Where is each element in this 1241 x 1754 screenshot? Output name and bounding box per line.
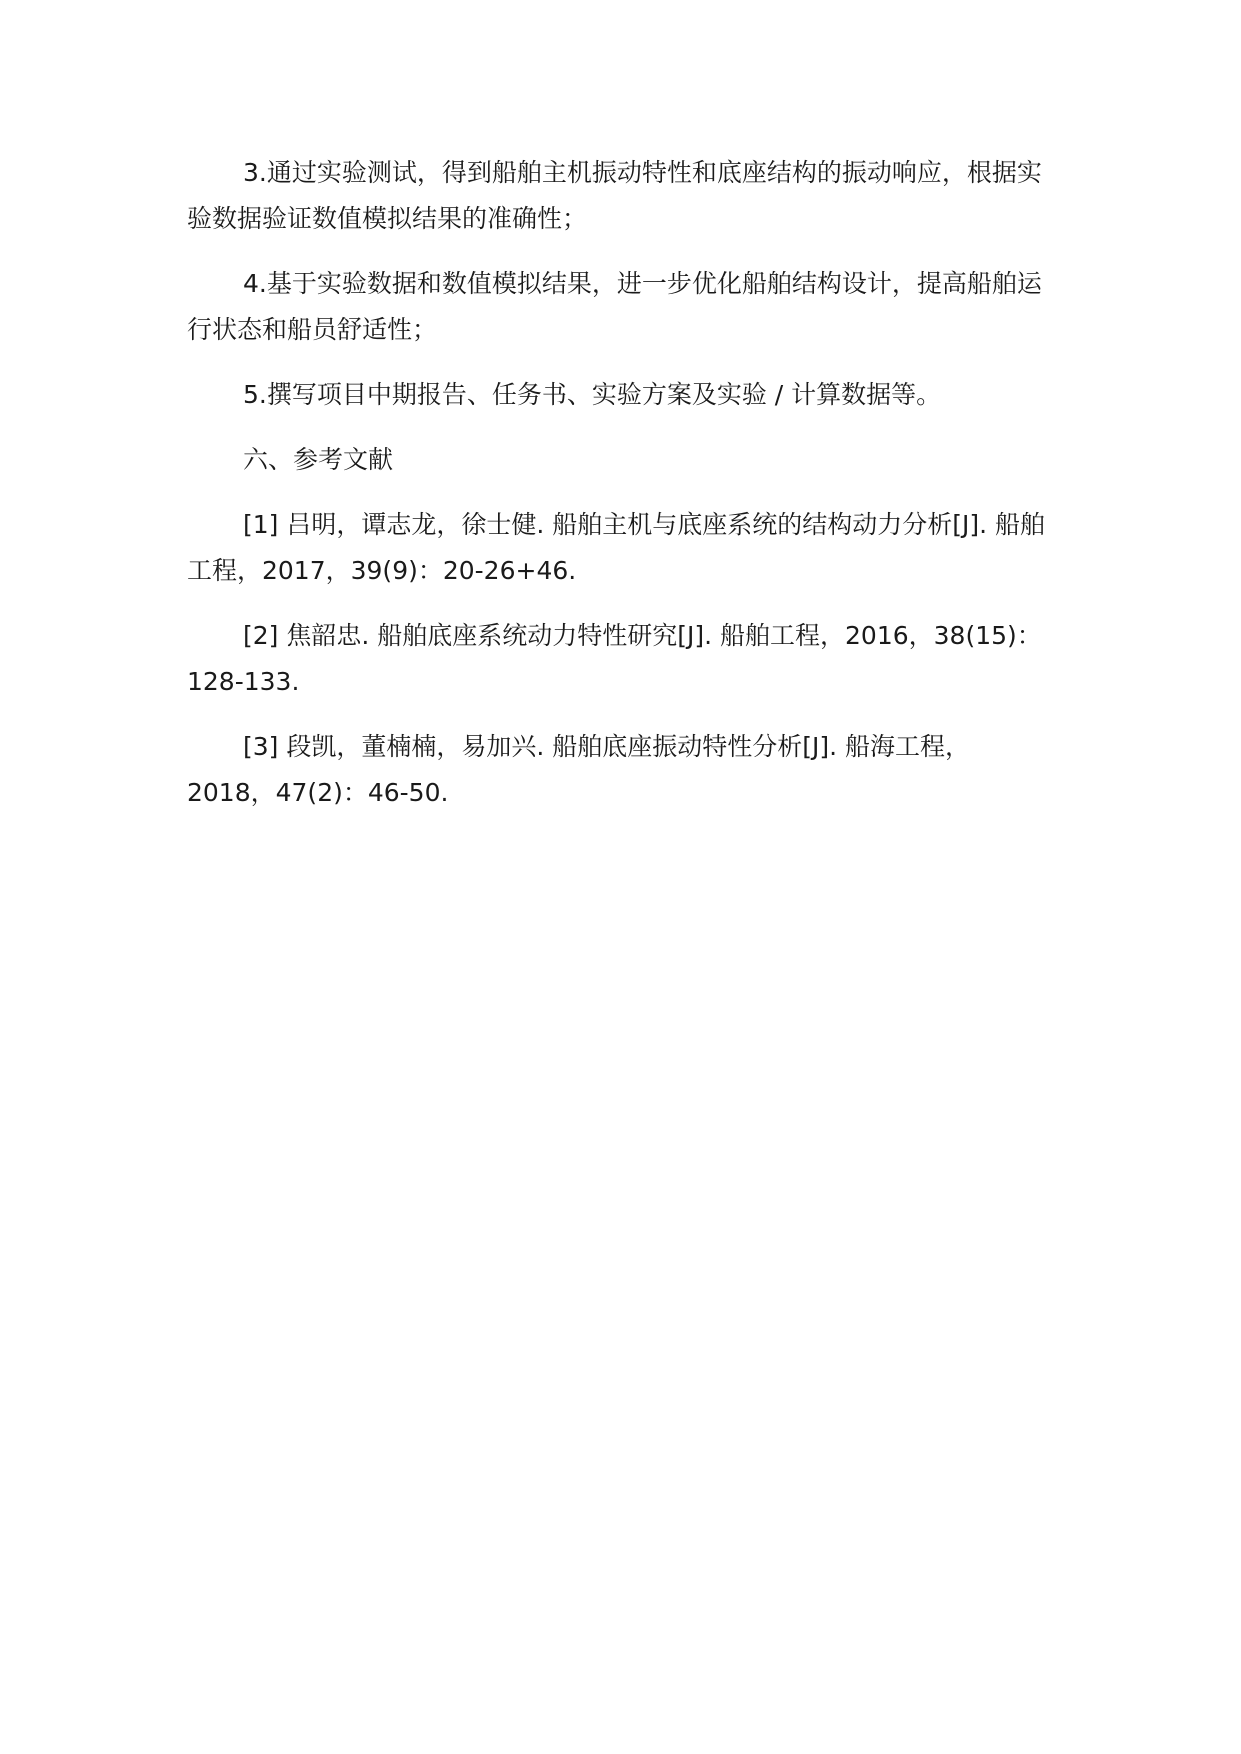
reference-2: [2] 焦韶忠. 船舶底座系统动力特性研究[J]. 船舶工程，2016，38(15)：128-133.	[187, 621, 1042, 696]
reference-3: [3] 段凯，董楠楠，易加兴. 船舶底座振动特性分析[J]. 船海工程，2018，47(2)：46-50.	[187, 732, 971, 807]
reference-1: [1] 吕明，谭志龙，徐士健. 船舶主机与底座系统的结构动力分析[J]. 船舶工程，2017，39(9)：20-26+46.	[187, 510, 1046, 585]
task-item-5: 5.撰写项目中期报告、任务书、实验方案及实验 / 计算数据等。	[243, 380, 942, 409]
task-item-3: 3.通过实验测试，得到船舶主机振动特性和底座结构的振动响应，根据实验数据验证数值模拟结果的准确性；	[187, 158, 1042, 233]
references-heading: 六、参考文献	[243, 445, 394, 474]
task-item-4: 4.基于实验数据和数值模拟结果，进一步优化船舶结构设计，提高船舶运行状态和船员舒适性；	[187, 269, 1042, 344]
document-body	[187, 150, 1057, 835]
